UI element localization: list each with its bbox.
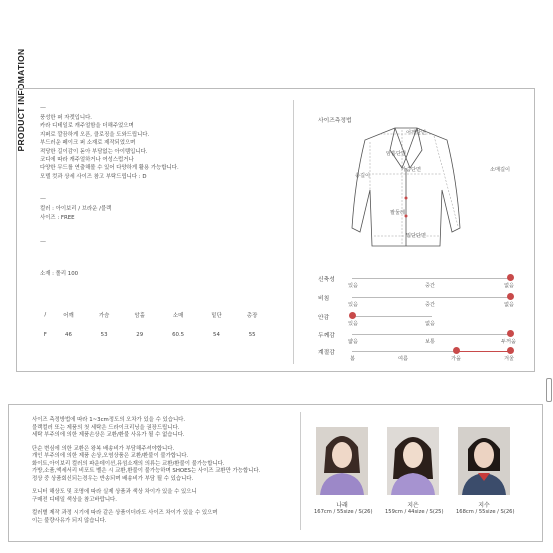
notice-text — [32, 417, 260, 525]
label-sleeve: 소매길이 — [490, 167, 511, 173]
model-info-1: 167cm / 55size / S(26) — [314, 509, 373, 515]
label-shoulder: 어깨단면 — [406, 130, 427, 136]
size-table-header — [40, 305, 270, 325]
season-range — [457, 351, 510, 352]
notice-paragraph — [32, 510, 260, 525]
scale-dot-lining — [349, 312, 356, 319]
scale-option: 겨울 — [504, 356, 515, 362]
size-table — [40, 305, 270, 345]
scale-dot-autumn — [453, 347, 460, 354]
size-header-cell: 어깨 — [63, 313, 74, 319]
label-arm: 팔둘레 — [390, 210, 406, 216]
size-cell: 60.5 — [172, 332, 185, 338]
dash-3: — — [40, 238, 46, 245]
size-cell: 54 — [213, 332, 220, 338]
scale-dot-thickness — [507, 330, 514, 337]
size-table-row — [40, 325, 270, 345]
scale-option: 있음 — [348, 283, 359, 289]
description-line: 다양한 무드를 연출해볼 수 있어 다양하게 활용 가능합니다. — [40, 165, 179, 172]
notice-line: 모니터 해상도 및 조명에 따라 실제 상품과 색상 차이가 있을 수 있으니 — [32, 489, 197, 495]
scale-dot-sheer — [507, 293, 514, 300]
notice-line: 사이즈 측정방법에 따라 1~3cm정도의 오차가 있을 수 있습니다. — [32, 417, 186, 423]
description-line: 코디에 따라 캐주얼하거나 여성스럽거나 — [40, 157, 134, 164]
notice-line: 블랙컬러 또는 제품의 첫 세탁은 드라이크리닝을 권장드립니다. — [32, 424, 180, 431]
description-line: 적당한 길이감이 돋아 부담없는 아이템입니다. — [40, 148, 148, 155]
scale-track — [352, 278, 512, 279]
scale-name-lining: 안감 — [318, 315, 330, 321]
model-name-1: 나래 — [336, 502, 348, 509]
scale-track — [352, 334, 512, 335]
scale-dot-stretch — [507, 274, 514, 281]
scale-option: 없음 — [504, 302, 515, 308]
model-photo-2 — [387, 427, 439, 495]
size-cell: 53 — [100, 332, 108, 338]
notice-paragraph — [32, 417, 260, 440]
scale-option: 가을 — [451, 356, 462, 362]
model-info-3: 168cm / 55size / S(26) — [456, 509, 515, 515]
notice-line: 정상 중 상품회신되는경우는 반송되며 배송비가 부담 될 수 있습니다. — [32, 475, 194, 482]
jacket-diagram — [340, 120, 490, 260]
size-line: 사이즈 : FREE — [40, 215, 75, 221]
scale-name-stretch: 신축성 — [318, 277, 335, 283]
size-header-cell: 밑단 — [211, 313, 222, 319]
description-line: 지퍼로 깔끔하게 오픈, 클로징을 도와드립니다. — [40, 131, 150, 138]
vertical-title-text: PRODUCT INFOMATION — [16, 48, 26, 152]
size-cell: 55 — [248, 332, 256, 338]
material-line: 소재 : 폴리 100 — [40, 271, 79, 277]
description-block — [40, 114, 179, 181]
scale-track — [352, 316, 432, 317]
model-portrait-2 — [387, 427, 439, 495]
notice-line: 화이트,아이보리 컬러의 파운데이션,뮤섬소재의 의류는 교환/환불이 불가능합니다. — [32, 460, 225, 467]
color-line: 컬러 : 아이보리 / 브라운 /블랙 — [40, 206, 112, 212]
notice-paragraph — [32, 446, 260, 484]
size-cell: 46 — [65, 332, 72, 338]
notice-line: 단순 변심에 의한 교환은 왕복 배송비가 부담해주셔야합니다. — [32, 445, 175, 452]
label-hem: 밑단단면 — [406, 233, 427, 239]
scale-option: 여름 — [398, 356, 409, 362]
dash-2: — — [40, 195, 46, 202]
description-line: 부드러운 페이크 퍼 소재로 제작되었으며 — [40, 140, 136, 147]
size-header-cell: 암홀 — [134, 313, 145, 319]
size-cell: 29 — [136, 332, 144, 338]
scale-option: 있음 — [348, 302, 359, 308]
scale-option: 두꺼움 — [501, 339, 517, 345]
notice-paragraph — [32, 489, 260, 504]
scale-option: 봄 — [350, 356, 356, 362]
panel-divider — [293, 100, 294, 364]
description-line: 카라 디테일로 캐주얼함을 더해주었으며 — [40, 123, 134, 130]
scale-name-season: 계절감 — [318, 350, 335, 356]
model-portrait-3 — [458, 427, 510, 495]
model-name-3: 지수 — [478, 502, 490, 509]
notice-line: 세탁 부주의에 의한 제품손상은 교환/환불 사유가 될 수 없습니다. — [32, 432, 185, 438]
notice-line: 가방,소품,액세서리 비포트 벨은 시 교환,환불이 불가능하며 SHOES는 사이즈 교환만 가능합니다. — [32, 468, 261, 474]
size-header-cell: / — [44, 312, 47, 318]
scale-option: 없음 — [504, 283, 515, 289]
size-header-cell: 총장 — [246, 313, 258, 319]
size-header-cell: 가슴 — [98, 313, 110, 319]
description-line: 풍성한 퍼 자켓입니다. — [40, 115, 93, 121]
model-info-2: 159cm / 44size / S(25) — [385, 509, 444, 515]
scale-name-thickness: 두께감 — [318, 333, 335, 339]
measure-title: 사이즈측정법 — [318, 118, 352, 124]
scale-option: 중간 — [425, 283, 436, 289]
button-mark — [405, 197, 408, 200]
model-name-2: 지은 — [407, 502, 419, 509]
scale-option: 보통 — [425, 339, 436, 345]
description-line: 모델 컷과 상세 사이즈 참고 부탁드립니다 : D — [40, 173, 147, 180]
notice-line: 이는 불량사유가 되지 않습니다. — [32, 517, 107, 524]
scale-option: 얇음 — [348, 339, 359, 345]
notice-divider — [300, 412, 301, 530]
scale-option: 없음 — [425, 321, 436, 327]
scale-track — [352, 297, 512, 298]
label-chest: 가슴단면 — [401, 167, 422, 173]
scroll-handle[interactable] — [546, 378, 552, 402]
notice-line: 구매전 디테일 색상을 참고바랍니다. — [32, 496, 117, 503]
notice-line: 컬러별 제작 과정 시기에 따라 같은 상품이더라도 사이즈 차이가 있을 수 있으며 — [32, 510, 218, 516]
notice-line: 개인 부주의에 의한 제품 손상,오염상품은 교환/환불이 불가합니다. — [32, 453, 189, 459]
scale-dot-winter — [507, 347, 514, 354]
label-length: 총길이 — [355, 173, 371, 179]
size-header-cell: 소매 — [172, 313, 184, 319]
label-armhole: 암홀단면 — [386, 151, 407, 157]
model-portrait-1 — [316, 427, 368, 495]
size-cell: F — [43, 332, 47, 338]
dash-1: — — [40, 104, 46, 111]
sleeve-guide — [434, 136, 458, 226]
scale-option: 중간 — [425, 302, 436, 308]
scale-option: 있음 — [348, 321, 359, 327]
model-photo-3 — [458, 427, 510, 495]
scale-name-sheer: 비침 — [318, 296, 330, 302]
model-photo-1 — [316, 427, 368, 495]
